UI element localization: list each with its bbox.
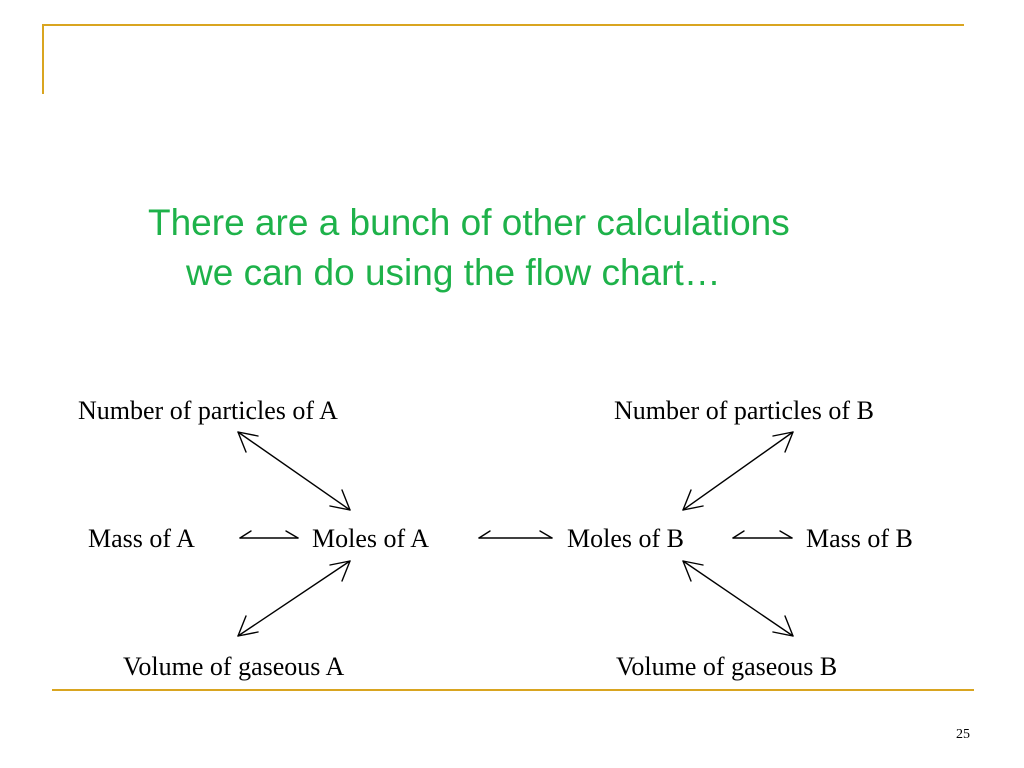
arrow-mass-a-moles-a [240,531,298,538]
node-mass-a: Mass of A [88,524,195,553]
node-volume-b: Volume of gaseous B [616,652,838,681]
arrow-moles-a-moles-b [479,531,552,538]
slide-title-line-2: we can do using the flow chart… [186,252,721,293]
slide-title-line-1: There are a bunch of other calculations [148,202,790,243]
node-mass-b: Mass of B [806,524,913,553]
arrow-particles-b-moles-b [683,432,793,510]
arrow-moles-b-mass-b [733,531,792,538]
node-volume-a: Volume of gaseous A [123,652,345,681]
arrow-particles-a-moles-a [238,432,350,510]
arrow-volume-a-moles-a [238,561,350,636]
page-number: 25 [956,727,970,742]
node-moles-b: Moles of B [567,524,684,553]
node-particles-b: Number of particles of B [614,396,874,425]
node-particles-a: Number of particles of A [78,396,338,425]
arrow-volume-b-moles-b [683,561,793,636]
node-moles-a: Moles of A [312,524,429,553]
